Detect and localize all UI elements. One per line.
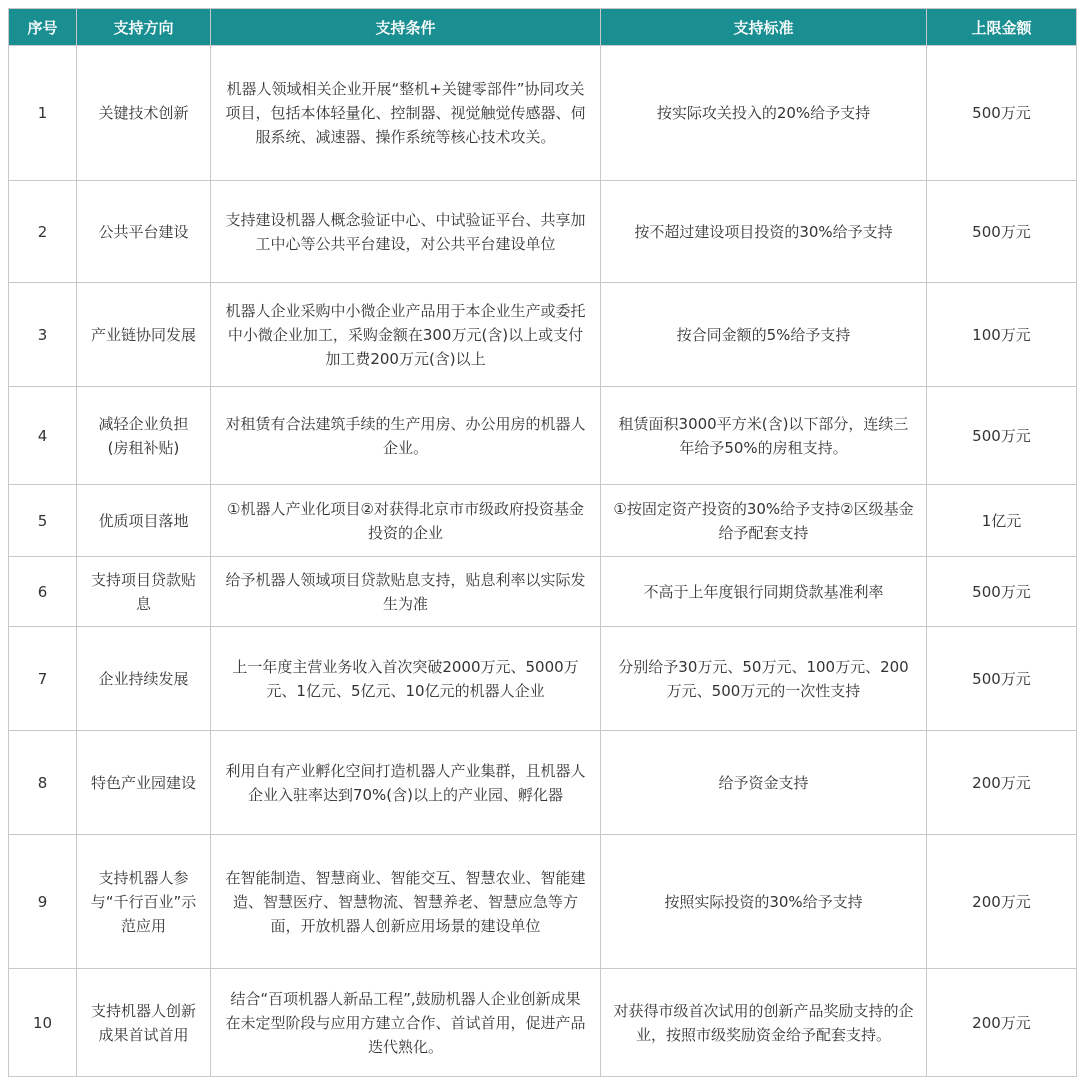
table-row bbox=[9, 627, 1077, 731]
row-condition: 上一年度主营业务收入首次突破2000万元、5000万元、1亿元、5亿元、10亿元的机器人企业 bbox=[211, 627, 601, 731]
header-standard: 支持标准 bbox=[601, 9, 927, 46]
header-seq: 序号 bbox=[9, 9, 77, 46]
row-seq: 3 bbox=[9, 283, 77, 387]
row-seq: 8 bbox=[9, 731, 77, 835]
row-amount: 1亿元 bbox=[927, 485, 1077, 557]
row-seq: 5 bbox=[9, 485, 77, 557]
row-condition: 结合“百项机器人新品工程”,鼓励机器人企业创新成果在未定型阶段与应用方建立合作、首试首用，促进产品迭代熟化。 bbox=[211, 969, 601, 1077]
row-standard: 按合同金额的5%给予支持 bbox=[601, 283, 927, 387]
row-direction: 支持机器人参与“千行百业”示范应用 bbox=[77, 835, 211, 969]
row-condition: 支持建设机器人概念验证中心、中试验证平台、共享加工中心等公共平台建设，对公共平台建设单位 bbox=[211, 181, 601, 283]
row-condition: 机器人领域相关企业开展“整机+关键零部件”协同攻关项目，包括本体轻量化、控制器、视觉触觉传感器、伺服系统、减速器、操作系统等核心技术攻关。 bbox=[211, 46, 601, 181]
table-row bbox=[9, 835, 1077, 969]
header-amount: 上限金额 bbox=[927, 9, 1077, 46]
table-row bbox=[9, 46, 1077, 181]
table-row bbox=[9, 969, 1077, 1077]
row-amount: 200万元 bbox=[927, 731, 1077, 835]
row-standard: 按不超过建设项目投资的30%给予支持 bbox=[601, 181, 927, 283]
row-direction: 企业持续发展 bbox=[77, 627, 211, 731]
row-standard: 分别给予30万元、50万元、100万元、200万元、500万元的一次性支持 bbox=[601, 627, 927, 731]
row-standard: 租赁面积3000平方米(含)以下部分，连续三年给予50%的房租支持。 bbox=[601, 387, 927, 485]
support-policy-table bbox=[8, 8, 1077, 1077]
row-standard: 对获得市级首次试用的创新产品奖励支持的企业，按照市级奖励资金给予配套支持。 bbox=[601, 969, 927, 1077]
row-amount: 500万元 bbox=[927, 387, 1077, 485]
row-condition: 给予机器人领域项目贷款贴息支持，贴息利率以实际发生为准 bbox=[211, 557, 601, 627]
table-row bbox=[9, 731, 1077, 835]
header-condition: 支持条件 bbox=[211, 9, 601, 46]
row-condition: ①机器人产业化项目②对获得北京市市级政府投资基金投资的企业 bbox=[211, 485, 601, 557]
row-standard: 给予资金支持 bbox=[601, 731, 927, 835]
row-direction: 优质项目落地 bbox=[77, 485, 211, 557]
row-direction: 关键技术创新 bbox=[77, 46, 211, 181]
header-direction: 支持方向 bbox=[77, 9, 211, 46]
table-row bbox=[9, 485, 1077, 557]
row-standard: 不高于上年度银行同期贷款基准利率 bbox=[601, 557, 927, 627]
row-standard: 按实际攻关投入的20%给予支持 bbox=[601, 46, 927, 181]
row-direction: 减轻企业负担(房租补贴) bbox=[77, 387, 211, 485]
table-row bbox=[9, 181, 1077, 283]
row-direction: 公共平台建设 bbox=[77, 181, 211, 283]
row-amount: 200万元 bbox=[927, 969, 1077, 1077]
row-direction: 支持项目贷款贴息 bbox=[77, 557, 211, 627]
row-amount: 500万元 bbox=[927, 181, 1077, 283]
table-row bbox=[9, 283, 1077, 387]
row-direction: 支持机器人创新成果首试首用 bbox=[77, 969, 211, 1077]
row-direction: 特色产业园建设 bbox=[77, 731, 211, 835]
row-seq: 1 bbox=[9, 46, 77, 181]
row-seq: 2 bbox=[9, 181, 77, 283]
row-amount: 200万元 bbox=[927, 835, 1077, 969]
row-amount: 500万元 bbox=[927, 46, 1077, 181]
table-row bbox=[9, 387, 1077, 485]
row-amount: 100万元 bbox=[927, 283, 1077, 387]
row-condition: 对租赁有合法建筑手续的生产用房、办公用房的机器人企业。 bbox=[211, 387, 601, 485]
row-standard: ①按固定资产投资的30%给予支持②区级基金给予配套支持 bbox=[601, 485, 927, 557]
row-condition: 利用自有产业孵化空间打造机器人产业集群，且机器人企业入驻率达到70%(含)以上的产业园、孵化器 bbox=[211, 731, 601, 835]
row-condition: 在智能制造、智慧商业、智能交互、智慧农业、智能建造、智慧医疗、智慧物流、智慧养老、智慧应急等方面，开放机器人创新应用场景的建设单位 bbox=[211, 835, 601, 969]
row-seq: 6 bbox=[9, 557, 77, 627]
row-seq: 9 bbox=[9, 835, 77, 969]
row-standard: 按照实际投资的30%给予支持 bbox=[601, 835, 927, 969]
row-direction: 产业链协同发展 bbox=[77, 283, 211, 387]
row-seq: 10 bbox=[9, 969, 77, 1077]
table-row bbox=[9, 557, 1077, 627]
row-amount: 500万元 bbox=[927, 557, 1077, 627]
row-condition: 机器人企业采购中小微企业产品用于本企业生产或委托中小微企业加工，采购金额在300万元(含)以上或支付加工费200万元(含)以上 bbox=[211, 283, 601, 387]
row-seq: 7 bbox=[9, 627, 77, 731]
row-seq: 4 bbox=[9, 387, 77, 485]
row-amount: 500万元 bbox=[927, 627, 1077, 731]
table-header-row bbox=[9, 9, 1077, 46]
